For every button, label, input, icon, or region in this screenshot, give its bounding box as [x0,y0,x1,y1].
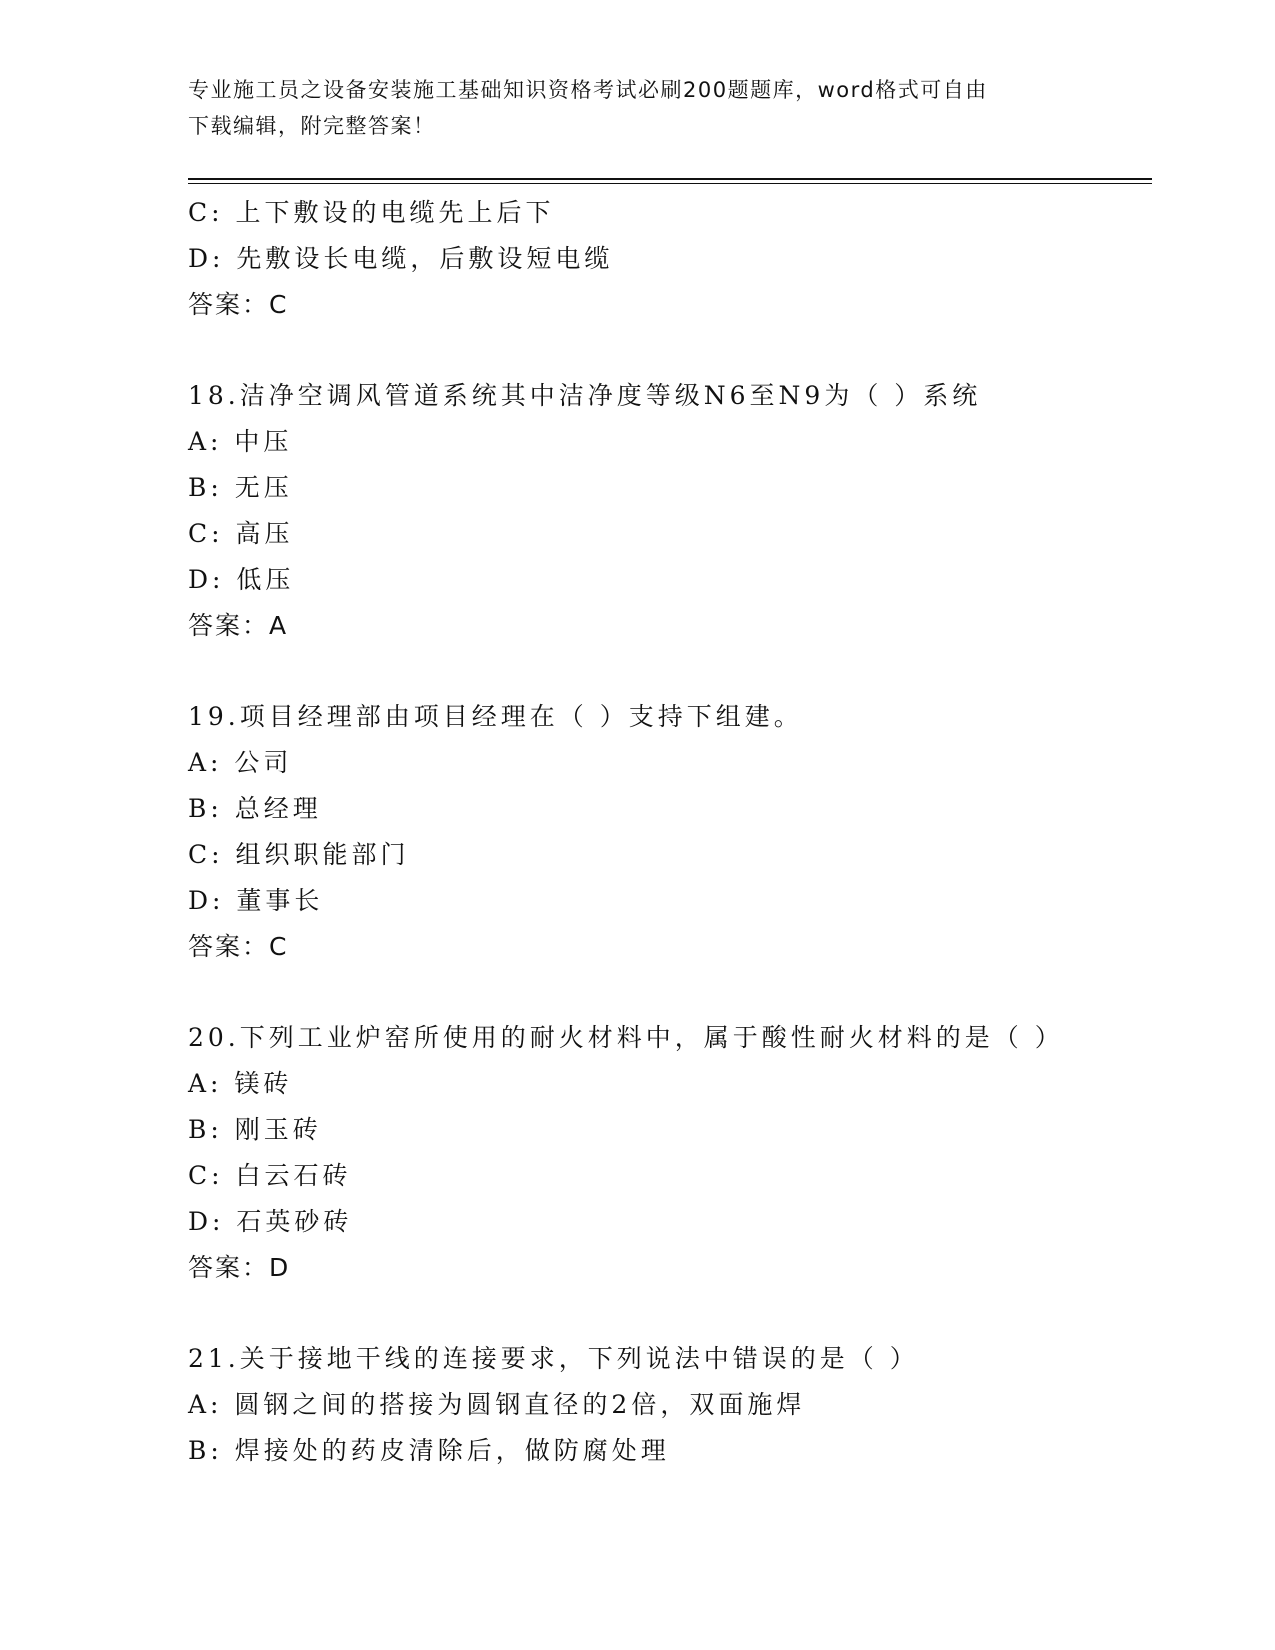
option-b: B: 总经理 [188,794,322,823]
answer: 答案：C [188,290,289,319]
option-a: A: 中压 [188,427,293,456]
question-17-continued [188,190,1148,328]
question-18 [188,373,1148,649]
header-divider-thin [188,183,1152,184]
option-c: C: 白云石砖 [188,1161,352,1190]
question-stem: 19.项目经理部由项目经理在（ ）支持下组建。 [188,702,803,731]
answer: 答案：D [188,1253,291,1282]
option-c: C: 高压 [188,519,294,548]
header-line-1: 专业施工员之设备安装施工基础知识资格考试必刷200题题库，word格式可自由 [188,78,988,102]
option-c: C: 组织职能部门 [188,840,410,869]
question-21 [188,1336,1148,1474]
question-stem: 20.下列工业炉窑所使用的耐火材料中，属于酸性耐火材料的是（ ） [188,1023,1064,1052]
option-d: D: 低压 [188,565,295,594]
question-19 [188,694,1148,970]
answer: 答案：C [188,932,289,961]
question-20 [188,1015,1148,1291]
question-list [188,190,1148,1474]
option-b: B: 无压 [188,473,293,502]
option-a: A: 镁砖 [188,1069,293,1098]
option-a: A: 圆钢之间的搭接为圆钢直径的2倍，双面施焊 [188,1390,806,1419]
question-stem: 21.关于接地干线的连接要求，下列说法中错误的是（ ） [188,1344,919,1373]
option-d: D: 董事长 [188,886,324,915]
header-divider-thick [188,178,1152,180]
option-b: B: 焊接处的药皮清除后，做防腐处理 [188,1436,670,1465]
question-stem: 18.洁净空调风管道系统其中洁净度等级N6至N9为（ ）系统 [188,381,982,410]
option-b: B: 刚玉砖 [188,1115,322,1144]
option-d: D: 石英砂砖 [188,1207,353,1236]
document-header [188,72,1088,144]
answer: 答案：A [188,611,289,640]
option-a: A: 公司 [188,748,293,777]
option-c: C: 上下敷设的电缆先上后下 [188,198,555,227]
option-d: D: 先敷设长电缆，后敷设短电缆 [188,244,614,273]
header-line-2: 下载编辑，附完整答案！ [188,114,436,138]
